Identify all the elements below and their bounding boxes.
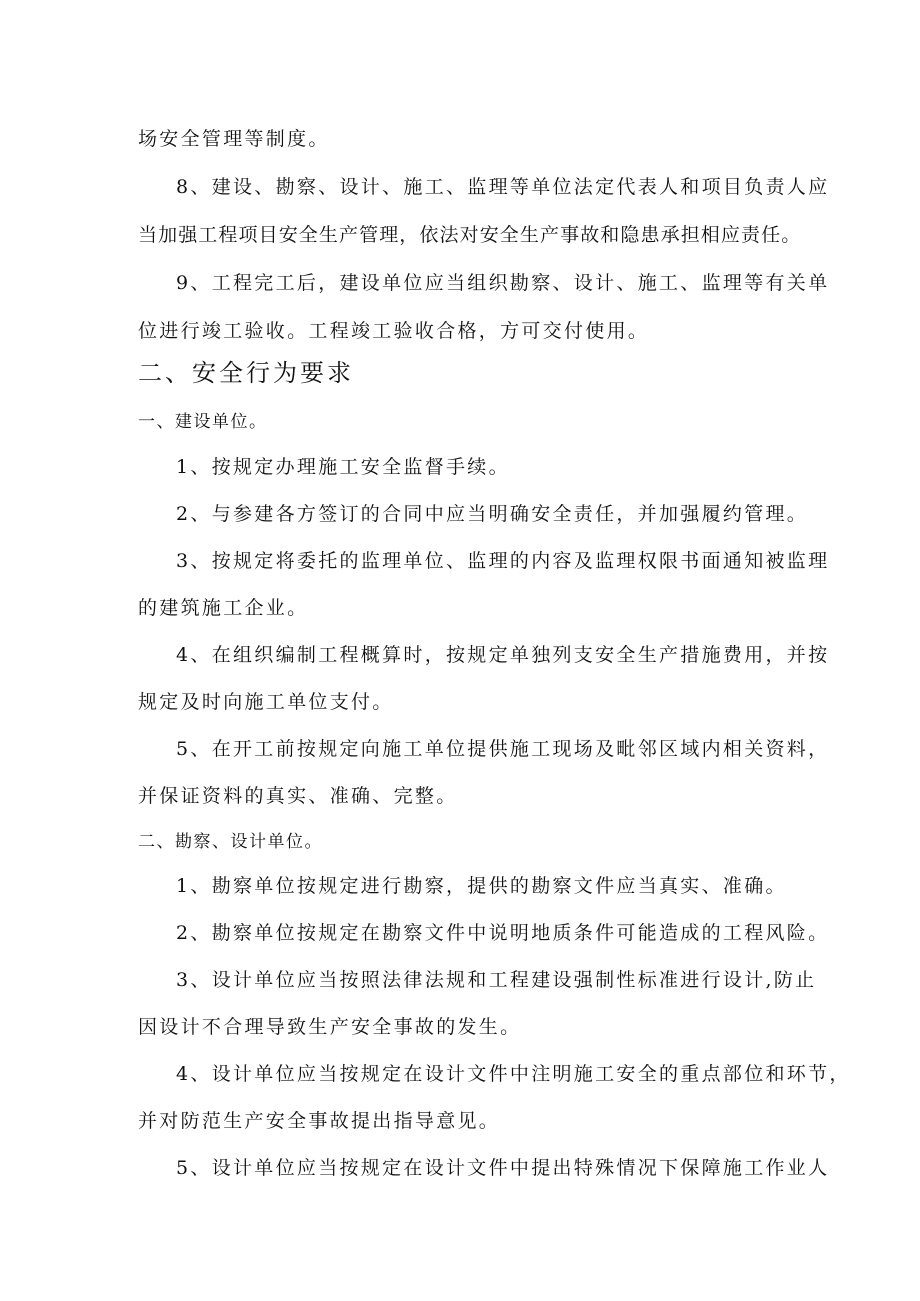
subsection-heading: 二、勘察、设计单位。 xyxy=(138,832,323,852)
section-heading: 二、安全行为要求 xyxy=(138,359,354,387)
paragraph-line: 并对防范生产安全事故提出指导意见。 xyxy=(138,1110,501,1132)
paragraph-line: 当加强工程项目安全生产管理，依法对安全生产事故和隐患承担相应责任。 xyxy=(138,224,802,246)
paragraph-line: 9、工程完工后，建设单位应当组织勘察、设计、施工、监理等有关单 xyxy=(176,272,830,294)
paragraph-line: 场安全管理等制度。 xyxy=(138,128,330,150)
paragraph-line: 并保证资料的真实、准确、完整。 xyxy=(138,785,458,807)
paragraph-line: 8、建设、勘察、设计、施工、监理等单位法定代表人和项目负责人应 xyxy=(176,176,830,198)
paragraph-line: 2、与参建各方签订的合同中应当明确安全责任，并加强履约管理。 xyxy=(176,503,809,525)
paragraph-line: 因设计不合理导致生产安全事故的发生。 xyxy=(138,1016,522,1038)
paragraph-line: 4、设计单位应当按规定在设计文件中注明施工安全的重点部位和环节， xyxy=(176,1063,851,1085)
paragraph-line: 的建筑施工企业。 xyxy=(138,597,309,619)
paragraph-line: 5、设计单位应当按规定在设计文件中提出特殊情况下保障施工作业人 xyxy=(176,1157,830,1179)
paragraph-line: 1、勘察单位按规定进行勘察，提供的勘察文件应当真实、准确。 xyxy=(176,875,787,897)
subsection-heading: 一、建设单位。 xyxy=(138,412,268,432)
paragraph-line: 3、按规定将委托的监理单位、监理的内容及监理权限书面通知被监理 xyxy=(176,550,830,572)
paragraph-line: 3、设计单位应当按照法律法规和工程建设强制性标准进行设计,防止 xyxy=(176,969,817,991)
paragraph-line: 5、在开工前按规定向施工单位提供施工现场及毗邻区域内相关资料， xyxy=(176,738,830,760)
paragraph-line: 4、在组织编制工程概算时，按规定单独列支安全生产措施费用，并按 xyxy=(176,644,830,666)
paragraph-line: 规定及时向施工单位支付。 xyxy=(138,691,394,713)
paragraph-line: 1、按规定办理施工安全监督手续。 xyxy=(176,456,510,478)
paragraph-line: 位进行竣工验收。工程竣工验收合格，方可交付使用。 xyxy=(138,320,650,342)
paragraph-line: 2、勘察单位按规定在勘察文件中说明地质条件可能造成的工程风险。 xyxy=(176,922,830,944)
